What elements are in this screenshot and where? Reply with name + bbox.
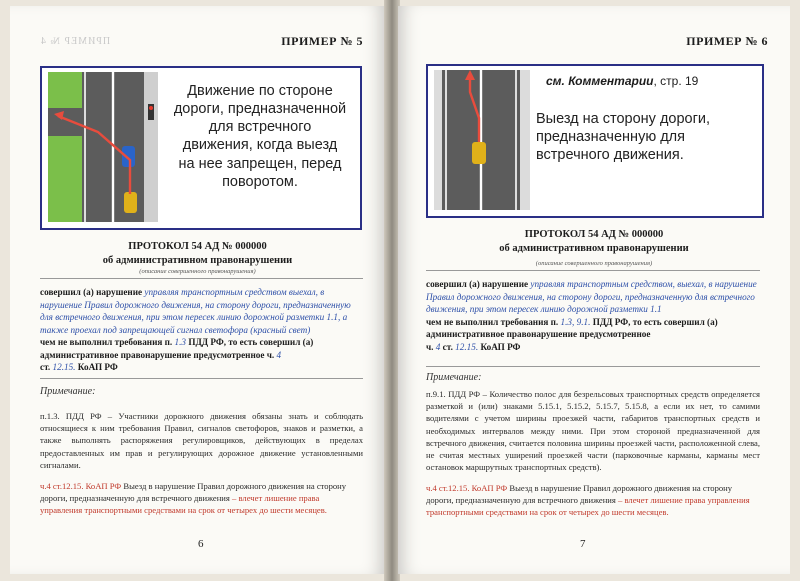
- committed-text: управляя транспортным средством выехал, в нарушение Правил дорожного движения, на сторону дороги, предназначенную для встречного движения, при этом пересек линию дорожной разметки 1.1, а также проехал под запрещающей сигнал светофора (красный свет): [40, 287, 351, 335]
- requirement-label: чем не выполнил требования п.: [40, 337, 173, 348]
- code-label: КоАП РФ: [77, 362, 118, 373]
- banner-caption: [536, 110, 760, 164]
- illustration-banner: [40, 66, 362, 230]
- road-illustration: [434, 70, 530, 210]
- page-number: 6: [198, 538, 204, 550]
- comment-label: см. Комментарии: [546, 74, 654, 88]
- example-heading: ПРИМЕР № 5: [281, 34, 363, 48]
- penalty-article: ч.4 ст.12.15. КоАП РФ: [40, 481, 122, 491]
- protocol-number: ПРОТОКОЛ 54 АД № 000000: [128, 241, 267, 252]
- form-caption: (описание совершенного правонарушения): [139, 268, 256, 275]
- banner-line: Движение по стороне: [187, 83, 333, 99]
- banner-line: на нее запрещен, перед: [178, 155, 342, 172]
- banner-caption: [164, 82, 356, 191]
- requirement-value: 1.3, 9.1.: [560, 316, 591, 327]
- body-rule: [426, 366, 760, 367]
- page-right: [398, 6, 790, 574]
- bleed-through-text: ПРИМЕР № 4: [40, 36, 111, 47]
- penalty-sanction: – влечет лишение права управления транспортными средствами на срок от четырех до шести месяцев.: [40, 493, 327, 516]
- penalty-sanction: – влечет лишение права управления транспортными средствами на срок от четырех до шести месяцев.: [426, 495, 750, 518]
- protocol-body: [426, 278, 760, 353]
- body-rule: [40, 378, 363, 379]
- part-label: ч.: [426, 341, 434, 352]
- article-value: 12.15.: [52, 362, 76, 373]
- banner-line: предназначенную для: [536, 129, 685, 146]
- banner-line: поворотом.: [222, 173, 298, 190]
- banner-line: дороги, предназначенной: [173, 101, 347, 118]
- comment-reference: [546, 74, 698, 88]
- requirement-value: 1.3: [174, 337, 187, 348]
- page-number: 7: [580, 538, 586, 550]
- protocol-title: [10, 240, 385, 268]
- illustration-banner: [426, 64, 764, 218]
- committed-label: совершил (а) нарушение: [426, 279, 529, 289]
- committed-text: управляя транспортным средством, выехал, в нарушение Правил дорожного движения, на сторону дороги, предназначенную для встречного движения, при этом пересек линию дорожной разметки 1.1: [426, 279, 757, 315]
- road-illustration: [48, 72, 158, 222]
- note-heading: Примечание:: [40, 386, 96, 397]
- protocol-subtitle: об административном правонарушении: [102, 255, 293, 267]
- comment-page: , стр. 19: [653, 74, 699, 88]
- caption-rule: [426, 270, 760, 271]
- note-text: п.9.1. ПДД РФ – Количество полос для безрельсовых транспортных средств определяется разметкой и (или) знаками 5.15.1, 5.15.2, 5.15.7, 5.15.8, а если их нет, то самими водителями с учетом ширины проезжей части, габаритов транспортных средств и необходимых интервалов между ними. При этом стороной предназначенной для встречного движения, считается половина ширины проезжей части, расположенной слева, не считая местных уширений проезжей части (парковочные карманы, карманы мест остановок маршрутных транспортных средств).: [426, 389, 760, 473]
- page-left: [10, 6, 385, 574]
- caption-rule: [40, 278, 363, 279]
- part-value: 4: [435, 341, 441, 352]
- protocol-number: ПРОТОКОЛ 54 АД № 000000: [524, 229, 664, 240]
- note-heading: Примечание:: [426, 372, 482, 383]
- penalty-description: Выезд в нарушение Правил дорожного движения на сторону дороги, предназначенную для встречного движения: [426, 483, 733, 506]
- article-label: ст.: [40, 362, 51, 373]
- article-label: ст.: [442, 341, 453, 352]
- penalty-description: Выезд в нарушение Правил дорожного движения на сторону дороги, предназначенную для встречного движения: [40, 481, 347, 504]
- code-label: КоАП РФ: [480, 341, 521, 352]
- protocol-subtitle: об административном правонарушении: [499, 243, 689, 255]
- note-text: п.1.3. ПДД РФ – Участники дорожного движения обязаны знать и соблюдать относящиеся к ним требования Правил, сигналов светофоров, знаков и разметки, а также выполнять распоряжения регулировщиков, действующих в пределах предоставленных им прав и регулирующих дорожное движение установленными сигналами.: [40, 411, 363, 470]
- protocol-body: [40, 286, 365, 374]
- banner-line: для встречного: [208, 119, 312, 136]
- banner-line: встречного движения.: [536, 147, 684, 164]
- article-value: 12.15.: [455, 341, 479, 352]
- committed-label: совершил (а) нарушение: [40, 287, 143, 297]
- penalty-note: [40, 480, 363, 517]
- requirement-tail: ПДД РФ, то есть совершил (а) административное правонарушение предусмотренное ч.: [40, 337, 314, 360]
- penalty-article: ч.4 ст.12.15. КоАП РФ: [426, 483, 508, 493]
- part-value: 4: [276, 349, 282, 360]
- penalty-note: [426, 482, 760, 519]
- requirement-tail: ПДД РФ, то есть совершил (а) административное правонарушение предусмотренное: [426, 316, 718, 340]
- protocol-title: [398, 228, 790, 256]
- example-heading: ПРИМЕР № 6: [686, 34, 768, 48]
- banner-line: движения, когда выезд: [182, 137, 338, 154]
- banner-line: Выезд на сторону дороги,: [536, 111, 711, 127]
- form-caption: (описание совершенного правонарушения): [535, 260, 653, 267]
- requirement-label: чем не выполнил требования п.: [426, 316, 559, 327]
